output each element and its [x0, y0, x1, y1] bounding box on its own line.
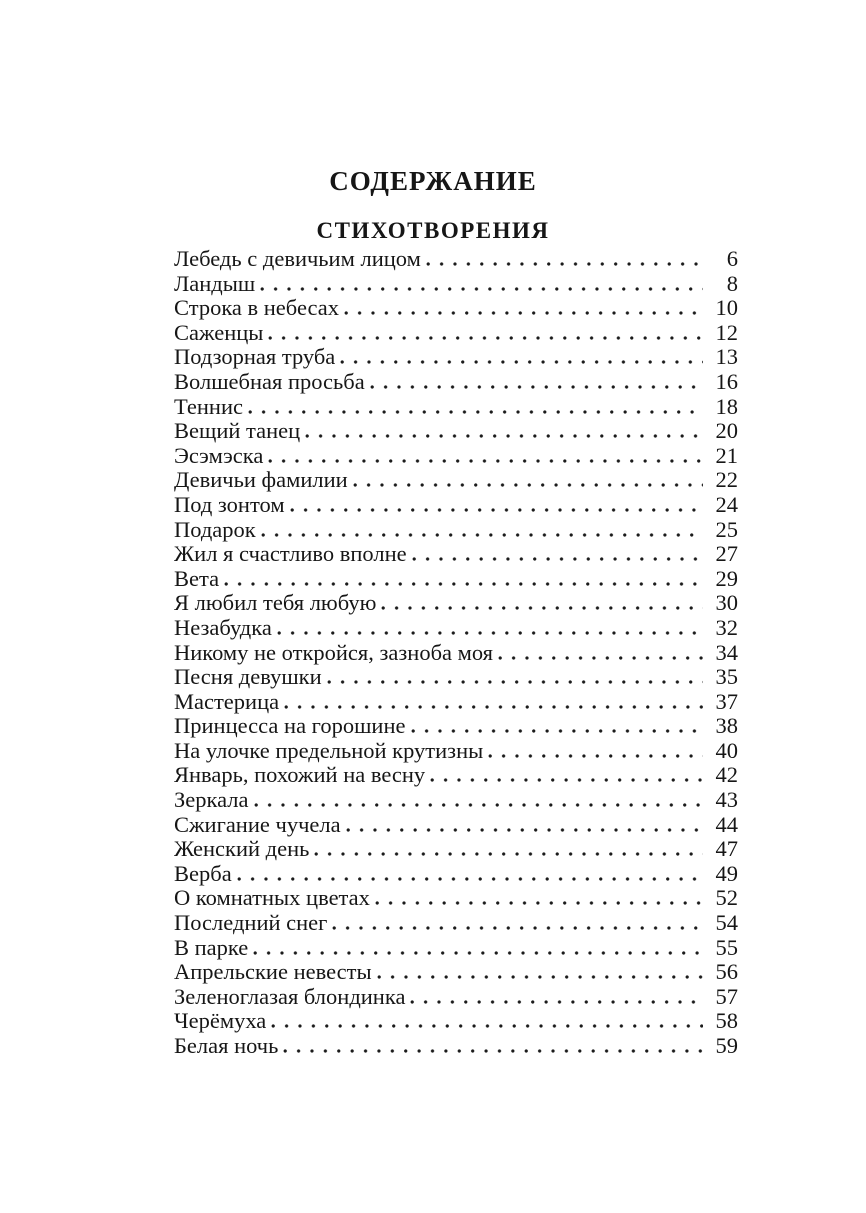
toc-entry-title: Белая ночь [174, 1033, 279, 1058]
dot-leader [224, 582, 703, 586]
dot-leader [381, 606, 703, 610]
toc-entry-title: Песня девушки [174, 664, 322, 690]
dot-leader [268, 459, 703, 463]
toc-entry-page: 57 [715, 983, 738, 1009]
toc-entry [174, 468, 738, 493]
dot-leader [284, 705, 703, 709]
toc-entry [174, 985, 738, 1010]
toc-entry-page: 8 [726, 270, 738, 296]
dot-leader [344, 311, 703, 315]
toc-entry-page: 27 [715, 541, 738, 567]
toc-entry-title: Жил я счастливо вполне [174, 541, 407, 567]
toc-entry-page: 29 [715, 565, 738, 591]
toc-entry [174, 837, 738, 862]
toc-entry [174, 395, 738, 420]
toc-entry-page: 6 [726, 246, 738, 271]
toc-entry-title: Мастерица [174, 688, 280, 714]
dot-leader [261, 533, 703, 537]
toc-entry-title: Сжигание чучела [174, 811, 341, 837]
dot-leader [253, 951, 703, 955]
dot-leader [332, 926, 703, 930]
toc-entry [174, 542, 738, 567]
toc-entry-page: 20 [715, 418, 738, 444]
dot-leader [412, 557, 703, 561]
dot-leader [411, 729, 704, 733]
toc-entry-title: Незабудка [174, 614, 272, 640]
toc-entry-page: 12 [715, 319, 738, 345]
toc-entry-page: 16 [715, 368, 738, 394]
toc-entry [174, 272, 738, 297]
dot-leader [377, 975, 703, 979]
toc-entry-title: Лебедь с девичьим лицом [174, 246, 421, 271]
toc-entry [174, 1034, 738, 1059]
dot-leader [277, 631, 703, 635]
dot-leader [426, 262, 703, 266]
toc-list [174, 247, 738, 1059]
toc-entry [174, 591, 738, 616]
toc-entry-page: 58 [715, 1008, 738, 1034]
toc-entry-page: 10 [715, 295, 738, 321]
toc-entry-title: Вета [174, 565, 220, 591]
toc-entry-page: 37 [715, 688, 738, 714]
toc-entry-page: 25 [715, 516, 738, 542]
toc-entry [174, 493, 738, 518]
toc-entry-title: Апрельские невесты [174, 959, 372, 985]
section-title: СТИХОТВОРЕНИЯ [316, 218, 550, 243]
toc-entry-title: Саженцы [174, 319, 264, 345]
toc-entry [174, 616, 738, 641]
toc-entry [174, 247, 738, 272]
toc-entry-page: 59 [715, 1033, 738, 1058]
toc-entry-title: Зеленоглазая блондинка [174, 983, 406, 1009]
toc-entry [174, 911, 738, 936]
toc-entry-title: Принцесса на горошине [174, 713, 406, 739]
toc-entry [174, 788, 738, 813]
dot-leader [260, 287, 703, 291]
toc-entry-page: 30 [715, 590, 738, 616]
toc-entry-title: Девичьи фамилии [174, 467, 348, 493]
toc-entry-page: 24 [715, 491, 738, 517]
dot-leader [305, 434, 703, 438]
toc-entry-title: Никому не откройся, зазноба моя [174, 639, 494, 665]
toc-entry-page: 32 [715, 614, 738, 640]
toc-entry-title: Волшебная просьба [174, 368, 365, 394]
toc-entry-title: Я любил тебя любую [174, 590, 377, 616]
toc-entry-title: Строка в небесах [174, 295, 339, 321]
toc-entry-page: 13 [715, 344, 738, 370]
toc-entry-title: В парке [174, 934, 249, 960]
toc-entry-title: Подзорная труба [174, 344, 336, 370]
dot-leader [498, 656, 703, 660]
dot-leader [488, 754, 703, 758]
toc-entry [174, 518, 738, 543]
toc-entry [174, 813, 738, 838]
toc-entry-page: 49 [715, 860, 738, 886]
toc-entry-page: 18 [715, 393, 738, 419]
toc-entry [174, 419, 738, 444]
toc-entry-title: Последний снег [174, 910, 328, 936]
toc-entry [174, 567, 738, 592]
toc-entry-page: 40 [715, 737, 738, 763]
toc-entry-title: Январь, похожий на весну [174, 762, 426, 788]
dot-leader [340, 360, 703, 364]
toc-entry [174, 714, 738, 739]
toc-entry [174, 665, 738, 690]
toc-entry-page: 43 [715, 787, 738, 813]
toc-entry [174, 641, 738, 666]
toc-entry-page: 54 [715, 910, 738, 936]
dot-leader [237, 877, 703, 881]
toc-entry [174, 862, 738, 887]
toc-entry-title: Ландыш [174, 270, 256, 296]
dot-leader [268, 336, 703, 340]
dot-leader [375, 901, 703, 905]
toc-entry [174, 444, 738, 469]
toc-entry [174, 936, 738, 961]
toc-entry [174, 763, 738, 788]
toc-entry-page: 55 [715, 934, 738, 960]
toc-entry-page: 21 [715, 442, 738, 468]
toc-entry-page: 22 [715, 467, 738, 493]
toc-entry [174, 321, 738, 346]
dot-leader [410, 1000, 703, 1004]
toc-entry-page: 38 [715, 713, 738, 739]
toc-entry [174, 1009, 738, 1034]
toc-entry-title: Подарок [174, 516, 256, 542]
toc-entry-title: Теннис [174, 393, 243, 419]
dot-leader [248, 410, 703, 414]
toc-entry-title: На улочке предельной крутизны [174, 737, 484, 763]
page-title: СОДЕРЖАНИЕ [329, 166, 537, 196]
toc-entry-page: 34 [715, 639, 738, 665]
dot-leader [283, 1049, 703, 1053]
toc-entry [174, 739, 738, 764]
toc-entry-page: 47 [715, 836, 738, 862]
toc-entry [174, 296, 738, 321]
dot-leader [327, 680, 703, 684]
dot-leader [370, 385, 703, 389]
toc-entry [174, 370, 738, 395]
toc-entry [174, 690, 738, 715]
dot-leader [353, 483, 703, 487]
toc-entry-title: Под зонтом [174, 491, 285, 517]
dot-leader [430, 778, 703, 782]
dot-leader [346, 828, 703, 832]
toc-entry-title: Черёмуха [174, 1008, 267, 1034]
dot-leader [290, 508, 703, 512]
toc-entry-title: Верба [174, 860, 232, 886]
toc-entry-title: Женский день [174, 836, 310, 862]
toc-entry-title: Эсэмэска [174, 442, 264, 468]
toc-entry-page: 44 [715, 811, 738, 837]
toc-entry-page: 42 [715, 762, 738, 788]
toc-entry-page: 35 [715, 664, 738, 690]
toc-entry-page: 52 [715, 885, 738, 911]
dot-leader [314, 852, 703, 856]
toc-entry-page: 56 [715, 959, 738, 985]
toc-entry [174, 345, 738, 370]
dot-leader [271, 1024, 703, 1028]
toc-entry-title: Вещий танец [174, 418, 301, 444]
toc-entry-title: О комнатных цветах [174, 885, 370, 911]
toc-entry [174, 960, 738, 985]
dot-leader [254, 803, 704, 807]
toc-entry [174, 886, 738, 911]
toc-entry-title: Зеркала [174, 787, 249, 813]
